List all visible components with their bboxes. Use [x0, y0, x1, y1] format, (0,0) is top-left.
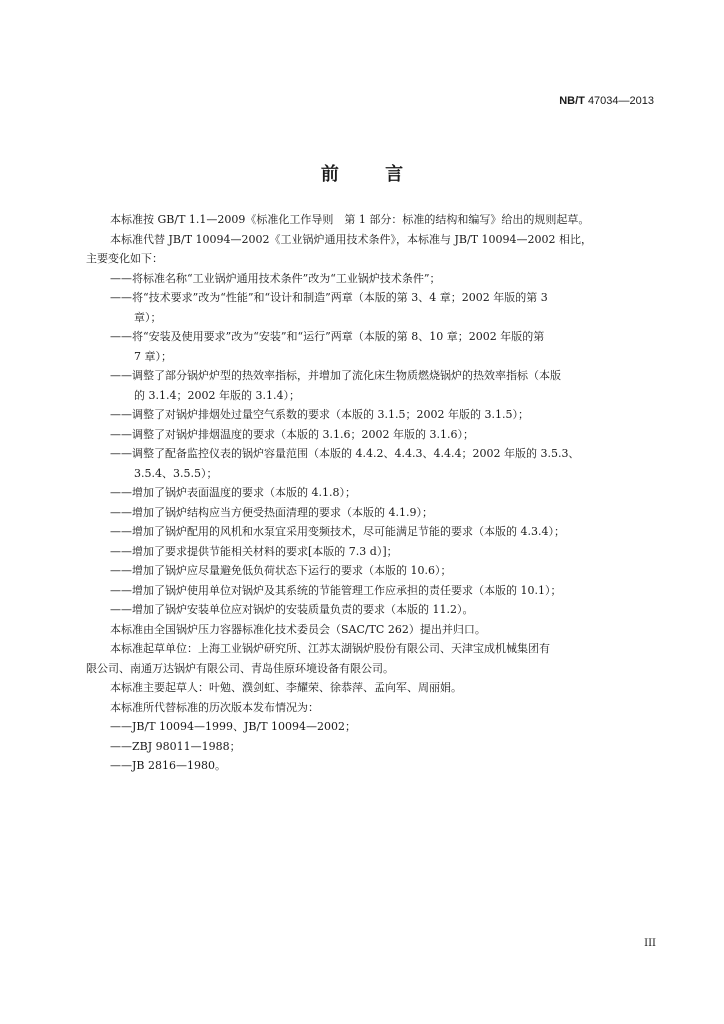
text-line: 章）；	[134, 310, 162, 324]
text-line: 本标准所代替标准的历次版本发布情况为：	[110, 700, 319, 714]
text-line: ——增加了要求提供节能相关材料的要求[本版的 7.3 d）]；	[110, 544, 398, 558]
foreword-body	[86, 210, 658, 776]
text-line: 限公司、南通万达锅炉有限公司、青岛佳原环境设备有限公司。	[86, 661, 394, 675]
standard-number	[559, 95, 654, 107]
text-line: ——调整了配备监控仪表的锅炉容量范围（本版的 4.4.2、4.4.3、4.4.4；2002 年版的 3.5.3、	[110, 447, 580, 460]
text-line: ——JB/T 10094—1999、JB/T 10094—2002；	[110, 720, 357, 733]
text-line: ——JB 2816—1980。	[110, 759, 226, 772]
standard-code: 47034—2013	[587, 95, 654, 107]
text-line: ——ZBJ 98011—1988；	[110, 739, 241, 753]
text-line: 主要变化如下：	[86, 252, 163, 265]
text-line: 3.5.4、3.5.5）；	[134, 466, 218, 480]
text-line: ——增加了锅炉应尽量避免低负荷状态下运行的要求（本版的 10.6）；	[110, 564, 452, 577]
text-line: 的 3.1.4；2002 年版的 3.1.4）；	[134, 388, 300, 402]
text-line: 7 章）；	[134, 349, 172, 363]
text-line: ——增加了锅炉安装单位应对锅炉的安装质量负责的要求（本版的 11.2）。	[110, 603, 474, 616]
text-line: ——增加了锅炉使用单位对锅炉及其系统的节能管理工作应承担的责任要求（本版的 10.1）；	[110, 583, 562, 597]
page-number: III	[644, 938, 656, 949]
text-line: ——将“安装及使用要求”改为“安装”和“运行”两章（本版的第 8、10 章；2002 年版的第	[110, 330, 545, 343]
text-line: ——调整了部分锅炉炉型的热效率指标，并增加了流化床生物质燃烧锅炉的热效率指标（本版	[110, 369, 561, 382]
title-char-1: 前	[320, 164, 339, 185]
text-line: 本标准起草单位：上海工业锅炉研究所、江苏太湖锅炉股份有限公司、天津宝成机械集团有	[110, 642, 550, 655]
page-title	[0, 160, 724, 186]
text-line: ——调整了对锅炉排烟温度的要求（本版的 3.1.6；2002 年版的 3.1.6）；	[110, 427, 474, 441]
text-line: ——将标准名称“工业锅炉通用技术条件”改为“工业锅炉技术条件”；	[110, 271, 441, 285]
text-line: 本标准代替 JB/T 10094—2002《工业锅炉通用技术条件》，本标准与 JB/T 10094—2002 相比，	[110, 232, 593, 246]
text-line: 本标准由全国锅炉压力容器标准化技术委员会（SAC/TC 262）提出并归口。	[110, 622, 486, 636]
text-line: 本标准按 GB/T 1.1—2009《标准化工作导则 第 1 部分：标准的结构和编写》给出的规则起草。	[110, 213, 590, 226]
text-line: 本标准主要起草人：叶勉、濮剑虹、李耀荣、徐恭萍、孟向军、周丽娟。	[110, 681, 462, 694]
text-line: ——将“技术要求”改为“性能”和“设计和制造”两章（本版的第 3、4 章；2002 年版的第 3	[110, 291, 548, 304]
title-char-2: 言	[385, 164, 404, 185]
text-line: ——调整了对锅炉排烟处过量空气系数的要求（本版的 3.1.5；2002 年版的 3.1.5）；	[110, 408, 529, 421]
text-line: ——增加了锅炉表面温度的要求（本版的 4.1.8）；	[110, 486, 356, 499]
text-line: ——增加了锅炉结构应当方便受热面清理的要求（本版的 4.1.9）；	[110, 505, 433, 519]
text-line: ——增加了锅炉配用的风机和水泵宜采用变频技术，尽可能满足节能的要求（本版的 4.3.4）；	[110, 525, 565, 538]
standard-prefix: NB/T	[559, 95, 585, 107]
